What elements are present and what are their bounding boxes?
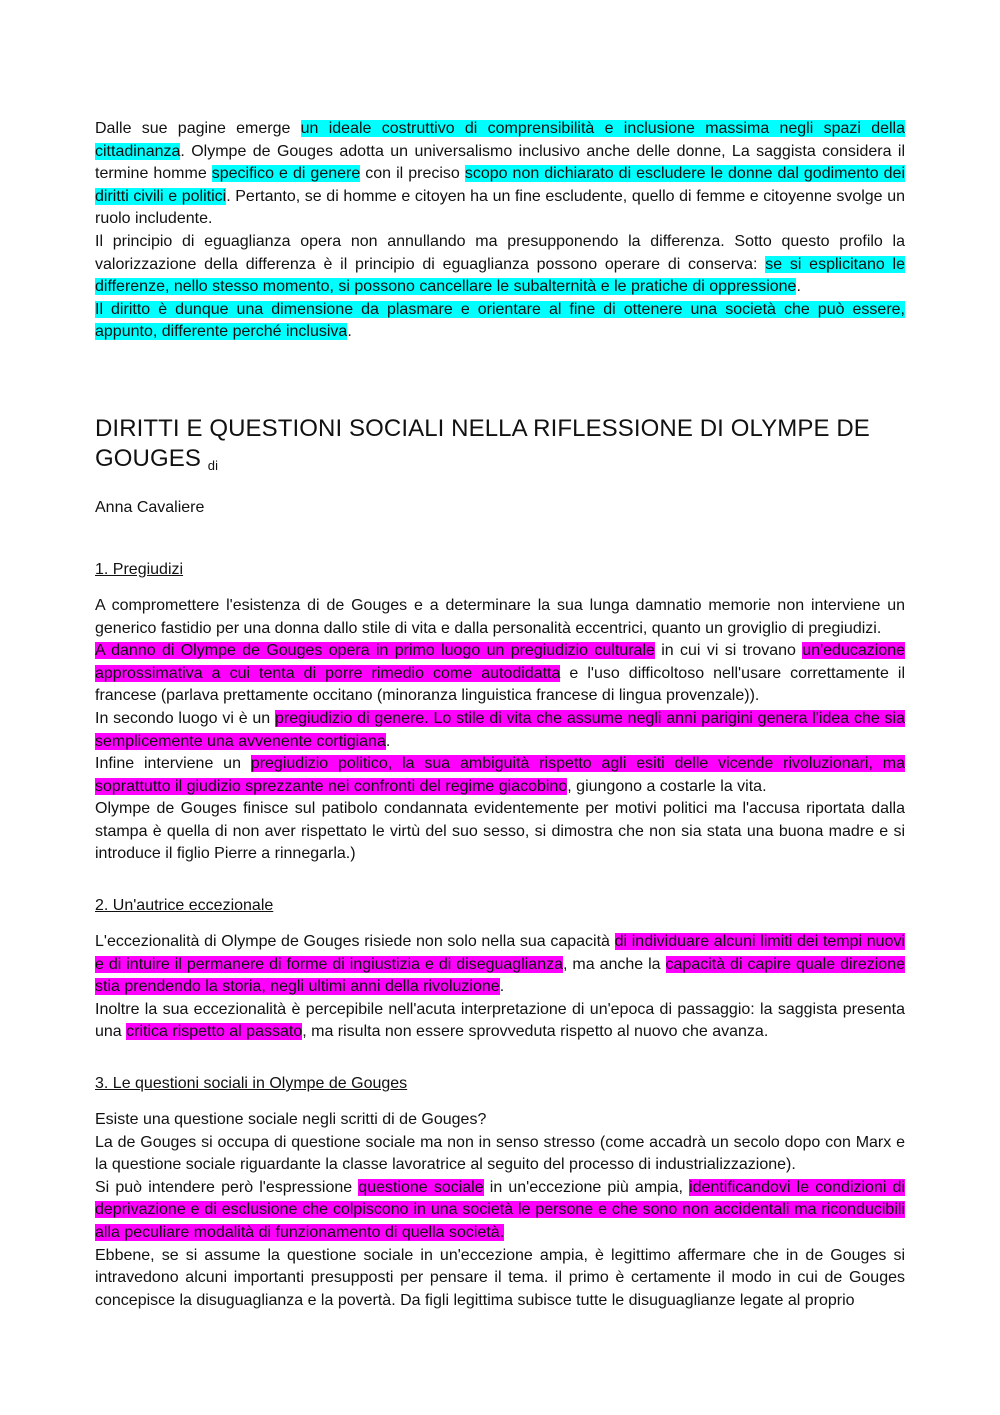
text-run: .: [499, 978, 505, 996]
text-run: , giungono a costarle la vita.: [567, 777, 767, 795]
s1-paragraph-5: Olympe de Gouges finisce sul patibolo condannata evidentemente per motivi politici ma l'accusa riportata dalla stampa è quella di non aver rispettato le virtù del suo sesso, si dimostra che non sia stata una buona madre e si introduce il figlio Pierre a rinnegarla.): [95, 800, 905, 863]
text-run: .: [347, 323, 352, 341]
section-heading-2: 2. Un'autrice eccezionale: [95, 897, 274, 915]
cyan-highlight: se si esplicitano le differenze, nello stesso momento, si possono cancellare le subalternità e le pratiche di oppressione: [95, 255, 906, 296]
document-title: [95, 414, 905, 481]
s2-paragraph-1: [95, 931, 905, 999]
s3-paragraph-1: Esiste una questione sociale negli scritti di de Gouges?: [95, 1111, 487, 1129]
title-suffix: di: [207, 457, 219, 473]
s3-paragraph-3: [95, 1177, 905, 1245]
s1-paragraph-3: [95, 708, 905, 753]
magenta-highlight: capacità di capire quale direzione stia prendendo la storia, negli ultimi anni della rivoluzione: [95, 955, 906, 996]
text-run: In secondo luogo vi è un: [95, 709, 275, 727]
cyan-highlight: scopo non dichiarato di escludere le donne dal godimento dei diritti civili e politici: [95, 165, 905, 205]
text-run: Infine interviene un: [95, 755, 251, 773]
text-run: .: [385, 732, 391, 750]
document-page: [95, 118, 905, 1312]
section-heading-3: 3. Le questioni sociali in Olympe de Gouges: [95, 1075, 408, 1093]
text-run: e l'uso difficoltoso nell'usare correttamente il francese (parlava prettamente occitano (minoranza linguistica francese di lingua provenzale)).: [95, 664, 906, 705]
s3-paragraph-4: Ebbene, se si assume la questione sociale in un'eccezione ampia, è legittimo affermare che in de Gouges si intravedono alcuni importanti presupposti per pensare il tema. il primo è certamente il modo in cui de Gouges concepisce la disuguaglianza e la povertà. Da figli legittima subisce tutte le disuguaglianze legate al proprio: [95, 1246, 905, 1309]
text-run: in un'eccezione più ampia,: [483, 1178, 690, 1196]
magenta-highlight: un'educazione approssimativa a cui tenta di porre rimedio come autodidatta: [95, 642, 905, 682]
text-run: Dalle sue pagine emerge: [95, 120, 301, 137]
section-heading-1: 1. Pregiudizi: [95, 560, 184, 578]
text-run: L'eccezionalità di Olympe de Gouges risiede non solo nella sua capacità: [95, 933, 615, 951]
cyan-highlight: specifico e di genere: [211, 165, 361, 183]
text-run: .: [796, 278, 801, 296]
text-run: con il preciso: [360, 165, 465, 183]
s2-paragraph-2: [95, 999, 905, 1044]
intro-paragraph-2: [95, 231, 905, 299]
text-run: Il principio di eguaglianza opera non annullando ma presupponendo la differenza. Sotto questo profilo la valorizzazione della differenza è il principio di eguaglianza possono operare di conserva:: [95, 232, 905, 273]
title-text: DIRITTI E QUESTIONI SOCIALI NELLA RIFLESSIONE DI OLYMPE DE GOUGES: [95, 414, 870, 472]
magenta-highlight: questione sociale: [358, 1178, 484, 1196]
s3-paragraph-2: La de Gouges si occupa di questione sociale ma non in senso stresso (come accadrà un secolo dopo con Marx e la questione sociale riguardante la classe lavoratrice al seguito del processo di industrializzazione).: [95, 1133, 905, 1174]
text-run: , ma risulta non essere sprovveduta rispetto al nuovo che avanza.: [302, 1023, 769, 1041]
magenta-highlight: identificandovi le condizioni di deprivazione e di esclusione che colpiscono in una società le persone e che sono non accidentali ma riconducibili alla peculiare modalità di funzionamento di quella società.: [95, 1178, 906, 1241]
cyan-highlight: un ideale costruttivo di comprensibilità e inclusione massima negli spazi della cittadinanza: [95, 120, 905, 160]
text-run: , ma anche la: [563, 955, 666, 973]
text-run: . Pertanto, se di homme e citoyen ha un fine escludente, quello di femme e citoyenne svolge un ruolo includente.: [95, 187, 905, 228]
magenta-highlight: critica rispetto al passato: [126, 1023, 303, 1041]
magenta-highlight: pregiudizio politico, la sua ambiguità rispetto agli esiti delle vicende rivoluzionari, ma soprattutto il giudizio sprezzante nei confronti del regime giacobino: [95, 755, 905, 795]
text-run: Inoltre la sua eccezionalità è percepibile nell'acuta interpretazione di un'epoca di passaggio: la saggista presenta una: [95, 1000, 905, 1041]
intro-paragraph-3: [95, 299, 905, 344]
text-run: in cui vi si trovano: [654, 642, 803, 660]
magenta-highlight: A danno di Olympe de Gouges opera in primo luogo un pregiudizio culturale: [95, 642, 655, 660]
magenta-highlight: di individuare alcuni limiti dei tempi nuovi e di intuire il permanere di forme di ingiustizia e di diseguaglianza: [95, 933, 906, 973]
s1-paragraph-1: A compromettere l'esistenza di de Gouges e a determinare la sua lunga damnatio memorie non interviene un generico fastidio per una donna dallo stile di vita e dalla personalità eccentrici, quanto un groviglio di pregiudizi.: [95, 596, 905, 637]
s1-paragraph-2: [95, 640, 905, 708]
text-run: . Olympe de Gouges adotta un universalismo inclusivo anche delle donne, La saggista considera il termine homme: [95, 142, 905, 183]
intro-paragraph-1: [95, 118, 905, 231]
s1-paragraph-4: [95, 753, 905, 798]
magenta-highlight: pregiudizio di genere. Lo stile di vita che assume negli anni parigini genera l'idea che sia semplicemente una avvenente cortigiana: [95, 709, 905, 750]
text-run: Si può intendere però l'espressione: [95, 1178, 359, 1196]
cyan-highlight: Il diritto è dunque una dimensione da plasmare e orientare al fine di ottenere una società che può essere, appunto, differente perché inclusiva: [95, 300, 905, 341]
author-name: Anna Cavaliere: [95, 498, 205, 516]
